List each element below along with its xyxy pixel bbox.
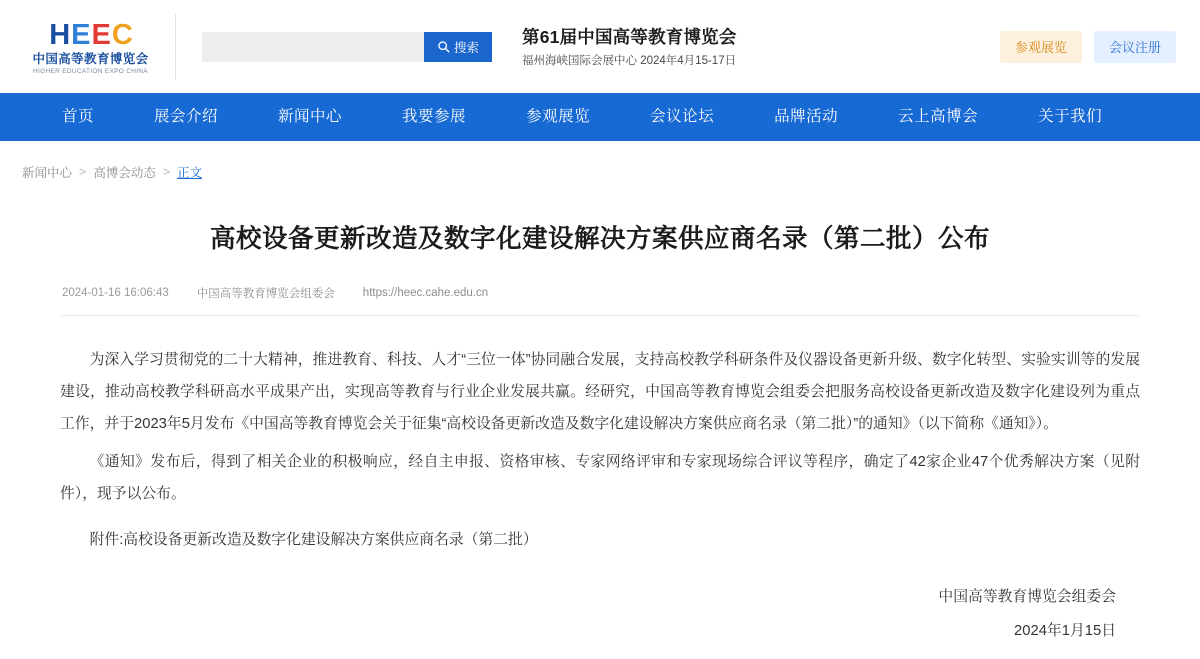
header-actions (1000, 31, 1176, 63)
nav-item-cloud[interactable]: 云上高博会 (898, 108, 979, 125)
nav-item-about-expo[interactable]: 展会介绍 (154, 108, 219, 125)
logo-letters (49, 19, 132, 49)
article-source: 中国高等教育博览会组委会 (196, 288, 335, 300)
breadcrumb-item-current[interactable]: 正文 (177, 166, 203, 180)
logo-letter-h: H (49, 18, 70, 51)
search-icon (437, 40, 450, 53)
article-datetime: 2024-01-16 16:06:43 (62, 287, 169, 299)
breadcrumb-item-expo-news[interactable]: 高博会动态 (93, 166, 156, 180)
nav-item-exhibit[interactable]: 我要参展 (402, 108, 467, 125)
article-meta (60, 285, 1140, 316)
logo-letter-e1: E (71, 18, 90, 51)
article-paragraph-2: 《通知》发布后，得到了相关企业的积极响应，经自主申报、资格审核、专家网络评审和专家现场综合评议等程序，确定了42家企业47个优秀解决方案（见附件），现予以公布。 (60, 454, 1140, 502)
nav-item-about-us[interactable]: 关于我们 (1038, 108, 1103, 125)
article-paragraph-1: 为深入学习贯彻党的二十大精神，推进教育、科技、人才“三位一体”协同融合发展，支持高校教学科研条件及仪器设备更新升级、数字化转型、实验实训等的发展建设，推动高校教学科研高水平成果产出，实现高等教育与行业企业发展共赢。经研究，中国高等教育博览会组委会把服务高校设备更新改造及数字化建设列为重点工作，并于2023年5月发布《中国高等教育博览会关于征集“高校设备更新改造及数字化建设解决方案供应商名录（第二批）”的通知》（以下简称《通知》）。 (60, 352, 1140, 432)
article-body (60, 316, 1140, 556)
logo-chinese-name: 中国高等教育博览会 (32, 51, 149, 66)
logo-letter-c: C (111, 18, 132, 51)
search-button[interactable] (424, 32, 492, 62)
breadcrumb (0, 141, 1200, 181)
nav-item-visit[interactable]: 参观展览 (526, 108, 591, 125)
search-button-label: 搜索 (453, 40, 479, 55)
conference-register-button[interactable]: 会议注册 (1094, 31, 1176, 63)
page-title: 高校设备更新改造及数字化建设解决方案供应商名录（第二批）公布 (209, 225, 990, 253)
logo-english-name: HIGHER EDUCATION EXPO CHINA (33, 67, 148, 75)
expo-title: 第61届中国高等教育博览会 (522, 27, 737, 47)
expo-subtitle: 福州海峡国际会展中心 2024年4月15-17日 (522, 55, 737, 67)
article-attachment[interactable]: 附件:高校设备更新改造及数字化建设解决方案供应商名录（第二批） (89, 532, 538, 548)
logo-letter-e2: E (91, 18, 110, 51)
nav-item-news[interactable]: 新闻中心 (278, 108, 343, 125)
signature-organization: 中国高等教育博览会组委会 (938, 589, 1116, 605)
search-bar[interactable] (202, 32, 492, 62)
expo-title-block (522, 25, 737, 68)
nav-item-forum[interactable]: 会议论坛 (650, 108, 715, 125)
signature-date: 2024年1月15日 (1014, 623, 1116, 639)
search-input[interactable] (202, 32, 424, 62)
nav-item-brand[interactable]: 品牌活动 (774, 108, 839, 125)
article-url: https://heec.cahe.edu.cn (362, 287, 489, 299)
breadcrumb-separator-2: > (162, 165, 171, 179)
site-logo[interactable] (18, 14, 176, 80)
main-navigation (0, 93, 1200, 141)
nav-item-home[interactable]: 首页 (62, 108, 95, 125)
article-signature (60, 580, 1140, 648)
visit-exhibition-button[interactable]: 参观展览 (1000, 31, 1082, 63)
site-header (0, 0, 1200, 93)
article (60, 181, 1140, 648)
breadcrumb-item-news[interactable]: 新闻中心 (22, 166, 73, 180)
breadcrumb-separator-1: > (79, 165, 87, 179)
